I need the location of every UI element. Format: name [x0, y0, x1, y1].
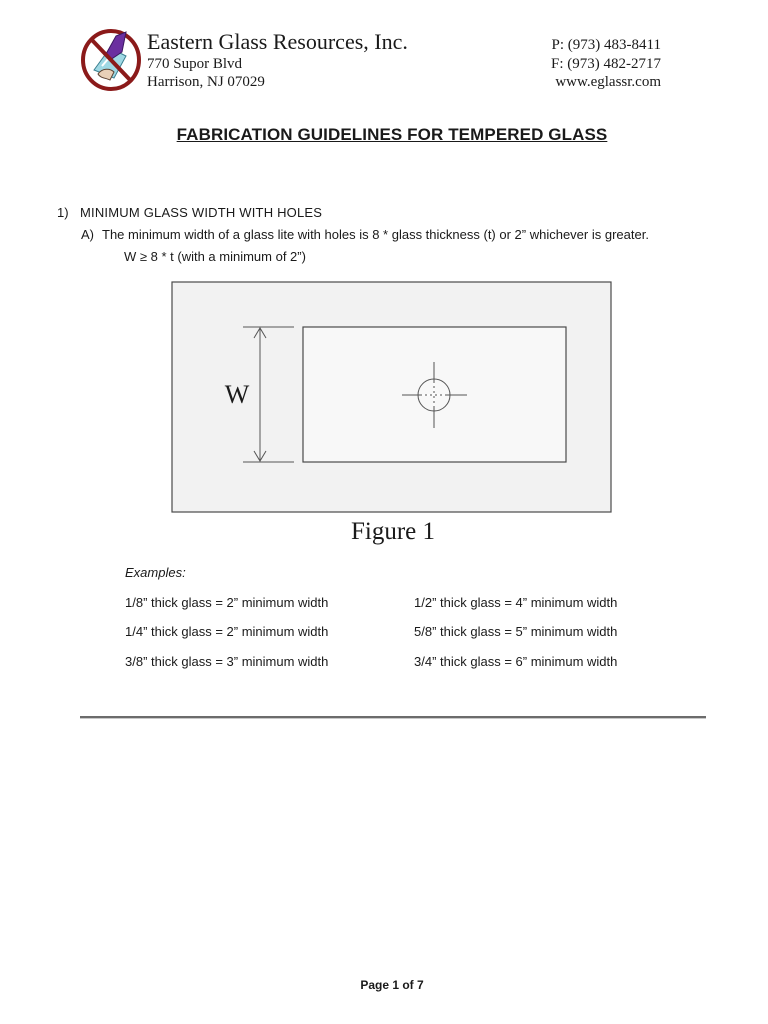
item-label: A)	[81, 227, 94, 242]
company-name: Eastern Glass Resources, Inc.	[147, 29, 408, 54]
address-line-2: Harrison, NJ 07029	[147, 74, 265, 90]
figure-caption: Figure 1	[350, 518, 436, 545]
section-title: MINIMUM GLASS WIDTH WITH HOLES	[80, 205, 323, 220]
phone-number: P: (973) 483-8411	[551, 37, 661, 53]
example-item: 5/8” thick glass = 5” minimum width	[414, 624, 618, 639]
section-number: 1)	[57, 205, 69, 220]
example-item: 1/4” thick glass = 2” minimum width	[125, 624, 329, 639]
address-line-1: 770 Supor Blvd	[147, 56, 243, 72]
page-title: FABRICATION GUIDELINES FOR TEMPERED GLASS	[176, 125, 608, 144]
dimension-label: W	[224, 380, 250, 409]
width-formula: W ≥ 8 * t (with a minimum of 2”)	[124, 249, 306, 264]
example-item: 1/2” thick glass = 4” minimum width	[414, 595, 618, 610]
page-number: Page 1 of 7	[360, 978, 424, 992]
horizontal-rule	[80, 716, 706, 719]
no-glass-handling-logo-icon	[80, 26, 142, 92]
examples-label: Examples:	[125, 565, 186, 580]
item-text: The minimum width of a glass lite with holes is 8 * glass thickness (t) or 2” whichever is greater.	[102, 227, 649, 242]
example-item: 3/4” thick glass = 6” minimum width	[414, 654, 618, 669]
website: www.eglassr.com	[555, 74, 661, 90]
fax-number: F: (973) 482-2717	[551, 56, 661, 72]
company-logo	[80, 26, 142, 92]
glass-hole-diagram	[170, 280, 614, 550]
example-item: 3/8” thick glass = 3” minimum width	[125, 654, 329, 669]
example-item: 1/8” thick glass = 2” minimum width	[125, 595, 329, 610]
figure-1	[170, 280, 614, 550]
